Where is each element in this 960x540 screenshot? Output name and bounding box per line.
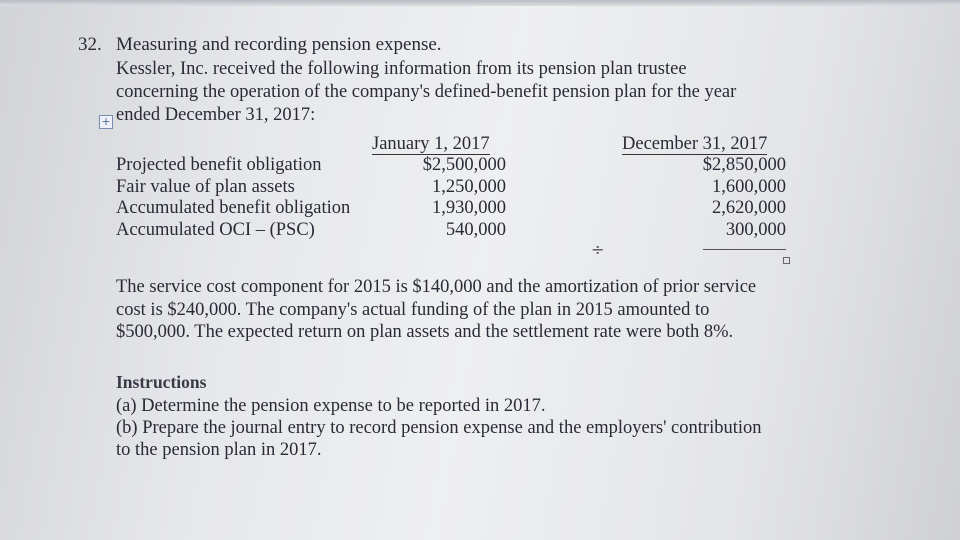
small-square-icon: [783, 257, 790, 264]
row-label: Accumulated benefit obligation: [116, 198, 351, 218]
table-jan-values: [380, 155, 506, 241]
cell-jan: 1,250,000: [432, 176, 506, 197]
row-label: Projected benefit obligation: [116, 155, 322, 175]
cell-dec: 300,000: [725, 219, 786, 240]
row-label: Accumulated OCI – (PSC): [116, 219, 315, 240]
problem-number: 32.: [78, 34, 102, 55]
plus-square-icon[interactable]: +: [99, 115, 113, 129]
instructions-list: [116, 395, 762, 461]
problem-title: [78, 34, 442, 56]
cell-jan: 1,930,000: [432, 198, 506, 218]
paragraph-line: $500,000. The expected return on plan assets and the settlement rate were both 8%.: [116, 322, 734, 342]
column-header-jan: January 1, 2017: [372, 134, 490, 154]
cell-jan: 540,000: [445, 219, 506, 240]
intro-line: ended December 31, 2017:: [116, 105, 316, 125]
row-label: Fair value of plan assets: [116, 176, 295, 197]
instruction-item: to the pension plan in 2017.: [116, 440, 322, 460]
instructions-heading: Instructions: [116, 372, 207, 392]
intro-line: Kessler, Inc. received the following information from its pension plan trustee: [116, 59, 687, 79]
total-underline: [703, 249, 786, 250]
instruction-item: (a) Determine the pension expense to be reported in 2017.: [116, 396, 546, 416]
paragraph-line: The service cost component for 2015 is $140,000 and the amortization of prior service: [116, 277, 757, 297]
cell-dec: 1,600,000: [712, 176, 786, 197]
cell-jan: $2,500,000: [422, 155, 506, 175]
problem-title-text: Measuring and recording pension expense.: [116, 34, 442, 55]
instruction-item: (b) Prepare the journal entry to record pension expense and the employers' contribution: [116, 418, 762, 438]
problem-paragraph: [116, 276, 856, 344]
cell-dec: $2,850,000: [702, 155, 786, 175]
cell-dec: 2,620,000: [712, 198, 786, 218]
divide-icon: ÷: [591, 240, 605, 259]
intro-line: concerning the operation of the company's defined-benefit pension plan for the year: [116, 82, 737, 102]
column-header-dec: December 31, 2017: [622, 134, 768, 154]
intro-text: [116, 58, 836, 127]
table-dec-values: [640, 155, 786, 241]
paragraph-line: cost is $240,000. The company's actual funding of the plan in 2015 amounted to: [116, 299, 710, 320]
table-labels: [116, 155, 350, 241]
